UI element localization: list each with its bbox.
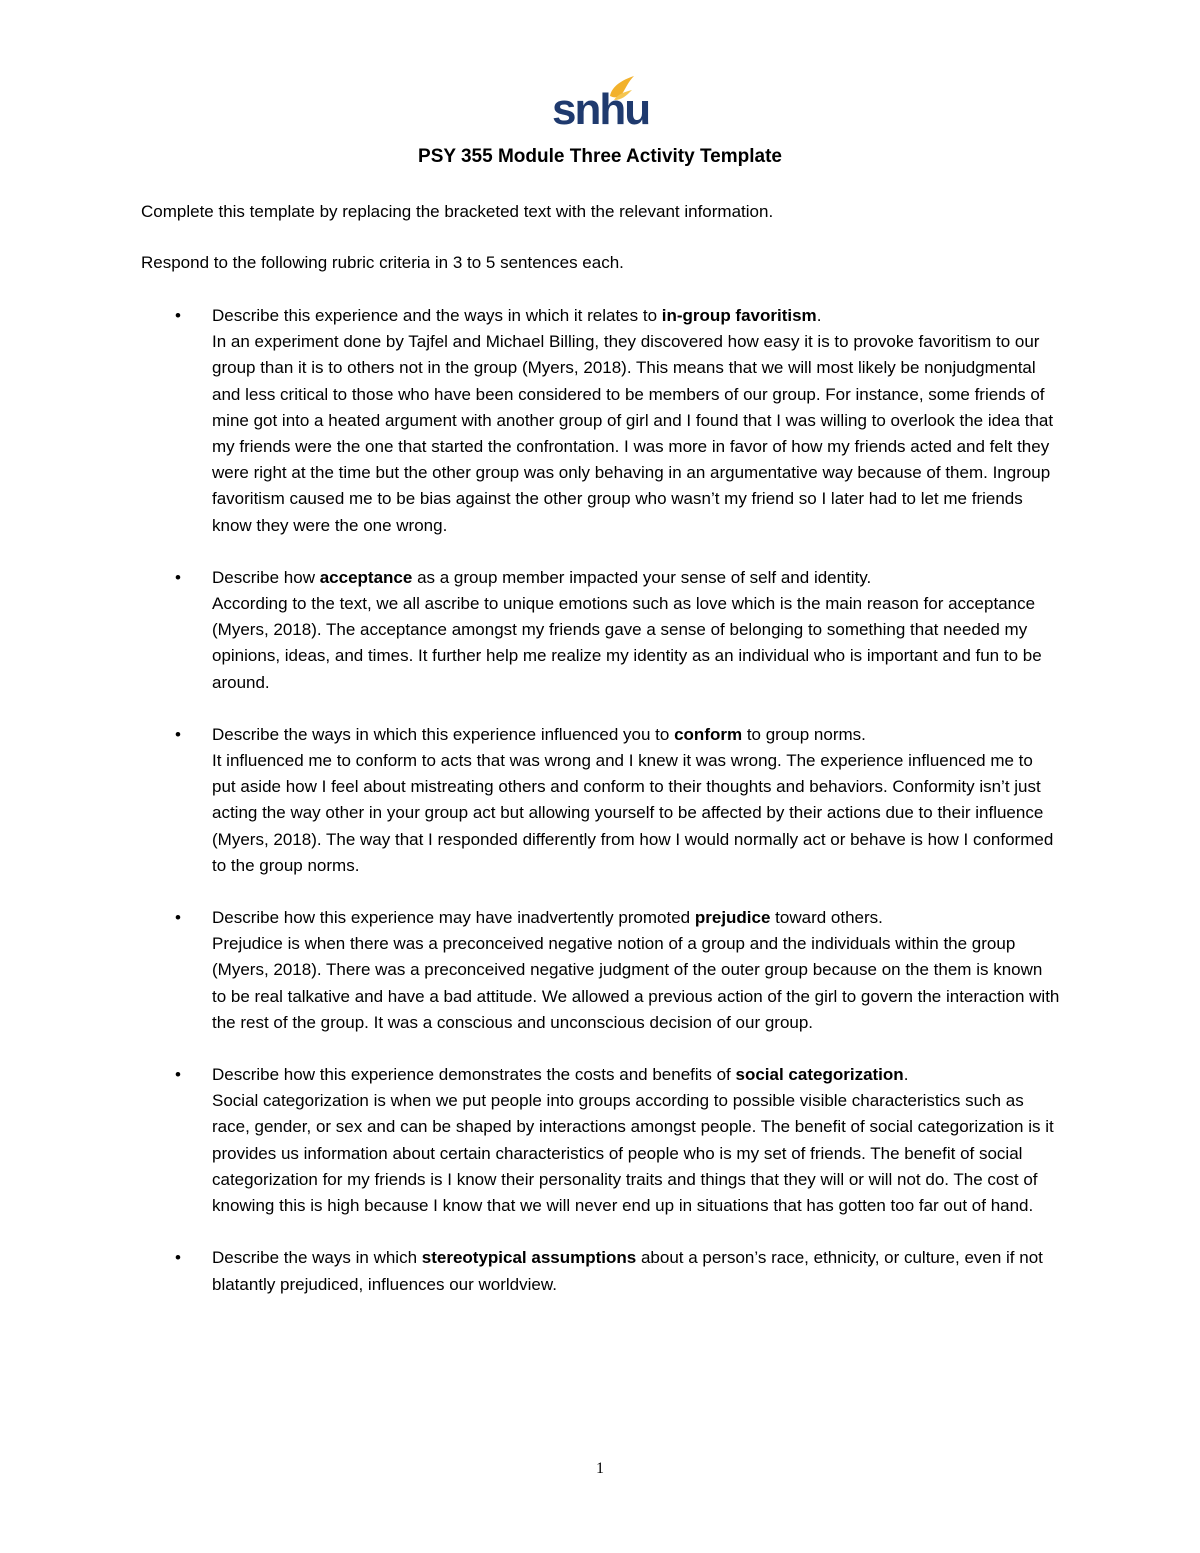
rubric-keyword: in-group favoritism [661,306,817,325]
bullet-icon: • [175,724,181,744]
rubric-item [141,1062,1061,1219]
rubric-answer: It influenced me to conform to acts that was wrong and I knew it was wrong. The experience influenced me to put aside how I feel about mistreating others and conform to their thoughts and behaviors. Conformity isn’t just acting the way other in your group act but allowing yourself to be affected by their actions due to their influence (Myers, 2018). The way that I responded differently from how I would normally act or behave is how I conformed to the group norms. [212,751,1054,875]
rubric-answer: Social categorization is when we put people into groups according to possible visible characteristics such as race, gender, or sex and can be shaped by interactions amongst people. The benefit of social categorization is it provides us information about certain characteristics of people who is my set of friends. The benefit of social categorization for my friends is I know their personality traits and things that they will or will not do. The cost of knowing this is high because I know that we will never end up in situations that has gotten too far out of hand. [212,1091,1054,1216]
bullet-icon: • [175,1065,181,1085]
rubric-keyword: prejudice [694,908,771,928]
rubric-keyword: conform [674,724,743,744]
rubric-answer: According to the text, we all ascribe to unique emotions such as love which is the main reason for acceptance (Myers, 2018). The acceptance amongst my friends gave a sense of belonging to something that needed my opinions, ideas, and times. It further help me realize my identity as an individual who is important and fun to be around. [212,594,1042,692]
rubric-keyword: social categorization [735,1065,904,1085]
rubric-prompt: Describe this experience and the ways in which it relates to in-group favoritism. [212,306,822,325]
document-title: PSY 355 Module Three Activity Template [418,146,782,167]
rubric-answer: In an experiment done by Tajfel and Michael Billing, they discovered how easy it is to provoke favoritism to our group than it is to others not in the group (Myers, 2018). This means that we will most likely be nonjudgmental and less critical to those who have been considered to be members of our group. For instance, some friends of mine got into a heated argument with another group of girl and I found that I was willing to overlook the idea that my friends were the one that started the confrontation. I was more in favor of how my friends acted and felt they were right at the time but the other group was only behaving in an argumentative way because of them. Ingroup favoritism caused me to be bias against the other group who wasn’t my friend so I later had to let me friends know they were the one wrong. [212,332,1054,535]
rubric-list [141,303,1061,1324]
rubric-item [141,303,1061,539]
rubric-keyword: stereotypical assumptions [421,1248,637,1268]
bullet-icon: • [175,306,181,325]
rubric-prompt: Describe how this experience may have inadvertently promoted prejudice toward others. [212,908,883,928]
rubric-item [141,1245,1061,1297]
rubric-prompt: Describe how this experience demonstrates the costs and benefits of social categorization. [212,1065,909,1085]
page-number: 1 [596,1460,604,1477]
rubric-item [141,565,1061,696]
logo-wordmark: snhu [552,85,650,134]
bullet-icon: • [175,567,181,587]
instruction-text: Respond to the following rubric criteria in 3 to 5 sentences each. [141,253,624,272]
bullet-icon: • [175,908,181,928]
rubric-item [141,722,1061,879]
rubric-prompt: Describe the ways in which this experience influenced you to conform to group norms. [212,724,866,744]
rubric-answer: Prejudice is when there was a preconceived negative notion of a group and the individuals within the group (Myers, 2018). There was a preconceived negative judgment of the outer group because on the them is known to be real talkative and have a bad attitude. We allowed a previous action of the girl to govern the interaction with the rest of the group. It was a conscious and unconscious decision of our group. [212,934,1060,1032]
instruction-text: Complete this template by replacing the bracketed text with the relevant information. [141,202,774,221]
rubric-prompt: Describe how acceptance as a group member impacted your sense of self and identity. [212,567,872,587]
snhu-logo [552,74,650,134]
rubric-keyword: acceptance [319,567,413,587]
rubric-prompt: Describe the ways in which stereotypical assumptions about a person’s race, ethnicity, or culture, even if not blatantly prejudiced, influences our worldview. [212,1248,1043,1294]
bullet-icon: • [175,1248,181,1268]
rubric-item [141,905,1061,1036]
